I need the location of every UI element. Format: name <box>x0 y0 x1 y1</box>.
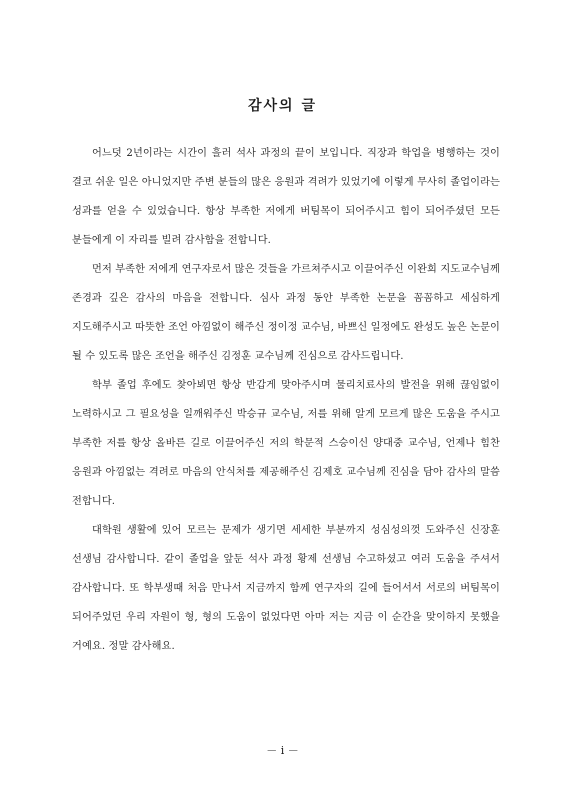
page-title: 감사의 글 <box>248 98 317 114</box>
paragraph-3: 학부 졸업 후에도 찾아뵈면 항상 반갑게 맞아주시며 물리치료사의 발전을 위해 끊임없이 노력하시고 그 필요성을 일깨워주신 박승규 교수님, 저를 위해 알게 모르게 많은 도움을 주시고 부족한 저를 항상 올바른 길로 이끌어주신 저의 학문적 스승이신 양대중 교수님, 언제나 힘찬 응원과 아낌없는 격려로 마음의 안식처를 제공해주신 김제호 교수님께 진심을 담아 감사의 말씀 전합니다. <box>72 380 500 507</box>
paragraph-4: 대학원 생활에 있어 모르는 문제가 생기면 세세한 부분까지 성심성의껏 도와주신 신장훈 선생님 감사합니다. 같이 졸업을 앞둔 석사 과정 황제 선생님 수고하셨고 여러 도움을 주셔서 감사합니다. 또 학부생때 처음 만나서 지금까지 함께 연구자의 길에 들어서서 서로의 버팀목이 되어주었던 우리 자원이 형, 형의 도움이 없었다면 아마 저는 지금 이 순간을 맞이하지 못했을 거예요. 정말 감사해요. <box>72 525 500 652</box>
document-body <box>72 139 500 661</box>
paragraph-2: 먼저 부족한 저에게 연구자로서 많은 것들을 가르쳐주시고 이끌어주신 이완희 지도교수님께 존경과 깊은 감사의 마음을 전합니다. 심사 과정 동안 부족한 논문을 꼼꼼하고 세심하게 지도해주시고 따뜻한 조언 아낌없이 해주신 정이정 교수님, 바쁘신 일정에도 완성도 높은 논문이 될 수 있도록 많은 조언을 해주신 김정훈 교수님께 진심으로 감사드립니다. <box>72 264 500 362</box>
page-number: － i － <box>266 744 299 757</box>
paragraph-1: 어느덧 2년이라는 시간이 흘러 석사 과정의 끝이 보입니다. 직장과 학업을 병행하는 것이 결코 쉬운 일은 아니었지만 주변 분들의 많은 응원과 격려가 있었기에 이렇게 무사히 졸업이라는 성과를 얻을 수 있었습니다. 항상 부족한 저에게 버팀목이 되어주시고 힘이 되어주셨던 모든 분들에게 이 자리를 빌려 감사함을 전합니다. <box>72 148 500 246</box>
